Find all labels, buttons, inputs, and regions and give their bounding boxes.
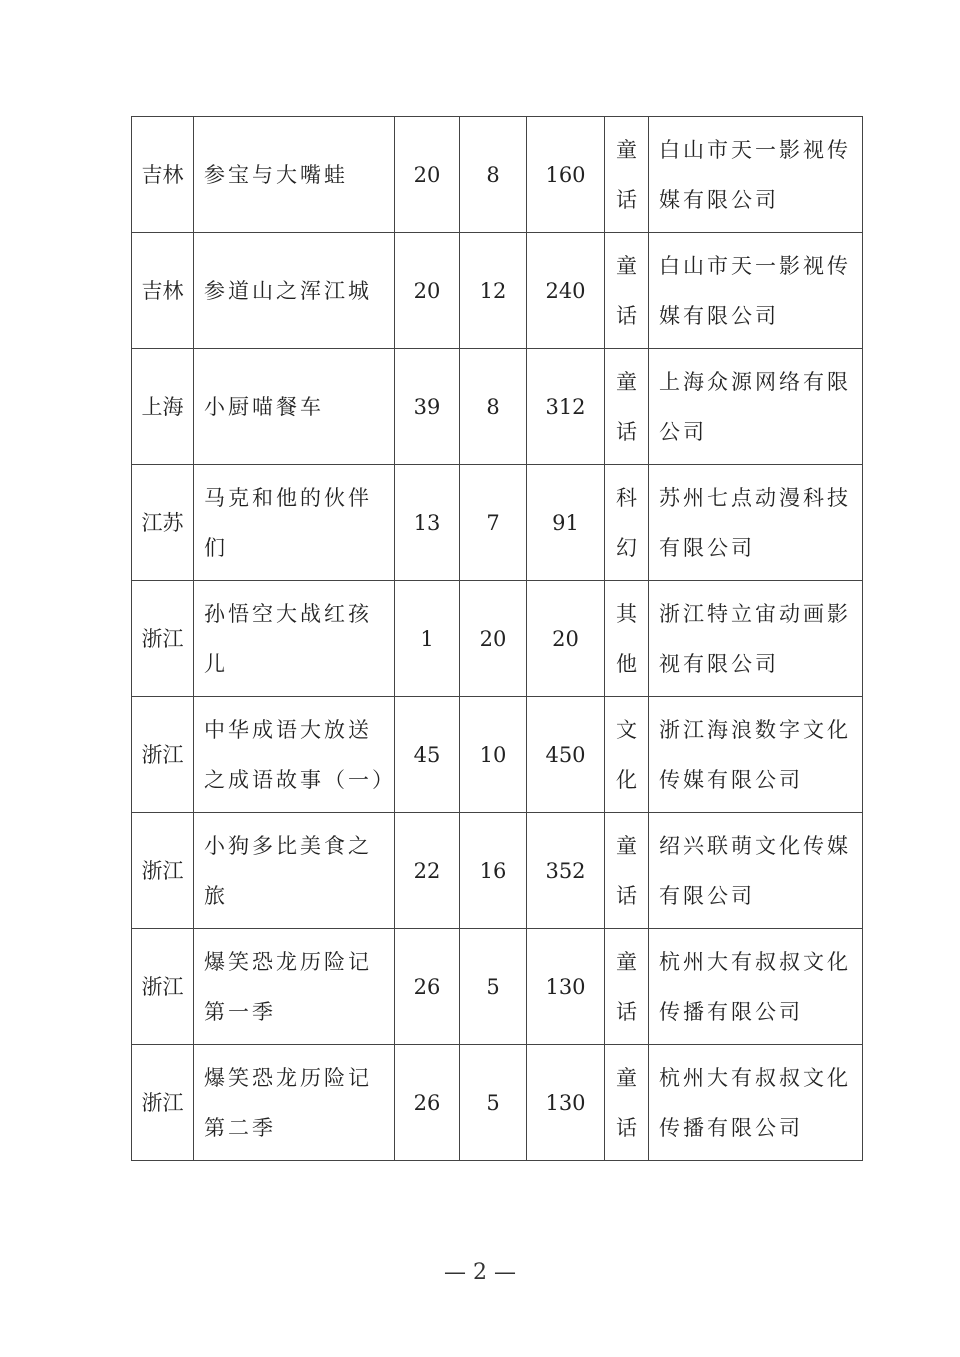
table-row bbox=[132, 117, 863, 233]
episodes-cell: 13 bbox=[395, 465, 460, 581]
genre-cell bbox=[605, 465, 649, 581]
total-cell: 160 bbox=[527, 117, 605, 233]
total-cell: 240 bbox=[527, 233, 605, 349]
genre-cell bbox=[605, 581, 649, 697]
genre-label: 童话 bbox=[616, 949, 637, 1024]
table-row bbox=[132, 349, 863, 465]
genre-cell bbox=[605, 813, 649, 929]
company-cell: 白山市天一影视传媒有限公司 bbox=[649, 117, 863, 233]
minutes-cell: 12 bbox=[460, 233, 527, 349]
total-cell: 20 bbox=[527, 581, 605, 697]
total-cell: 91 bbox=[527, 465, 605, 581]
region-cell: 浙江 bbox=[132, 813, 194, 929]
title-cell: 孙悟空大战红孩儿 bbox=[194, 581, 395, 697]
region-cell: 吉林 bbox=[132, 117, 194, 233]
page-number: — 2 — bbox=[444, 1260, 516, 1285]
minutes-cell: 10 bbox=[460, 697, 527, 813]
total-cell: 130 bbox=[527, 1045, 605, 1161]
table-body bbox=[132, 117, 863, 1161]
table-row bbox=[132, 1045, 863, 1161]
genre-cell bbox=[605, 697, 649, 813]
table-row bbox=[132, 581, 863, 697]
region-cell: 吉林 bbox=[132, 233, 194, 349]
minutes-cell: 8 bbox=[460, 349, 527, 465]
minutes-cell: 20 bbox=[460, 581, 527, 697]
minutes-cell: 8 bbox=[460, 117, 527, 233]
episodes-cell: 1 bbox=[395, 581, 460, 697]
genre-cell bbox=[605, 233, 649, 349]
episodes-cell: 45 bbox=[395, 697, 460, 813]
genre-label: 童话 bbox=[616, 1065, 637, 1140]
total-cell: 450 bbox=[527, 697, 605, 813]
title-cell: 参宝与大嘴蛙 bbox=[194, 117, 395, 233]
company-cell: 杭州大有叔叔文化传播有限公司 bbox=[649, 1045, 863, 1161]
company-cell: 苏州七点动漫科技有限公司 bbox=[649, 465, 863, 581]
table-row bbox=[132, 929, 863, 1045]
genre-cell bbox=[605, 117, 649, 233]
total-cell: 312 bbox=[527, 349, 605, 465]
company-cell: 上海众源网络有限公司 bbox=[649, 349, 863, 465]
total-cell: 352 bbox=[527, 813, 605, 929]
genre-label: 其他 bbox=[616, 601, 637, 676]
region-cell: 浙江 bbox=[132, 697, 194, 813]
genre-label: 童话 bbox=[616, 253, 637, 328]
company-cell: 白山市天一影视传媒有限公司 bbox=[649, 233, 863, 349]
company-cell: 绍兴联萌文化传媒有限公司 bbox=[649, 813, 863, 929]
minutes-cell: 16 bbox=[460, 813, 527, 929]
minutes-cell: 5 bbox=[460, 1045, 527, 1161]
episodes-cell: 26 bbox=[395, 929, 460, 1045]
company-cell: 杭州大有叔叔文化传播有限公司 bbox=[649, 929, 863, 1045]
title-cell: 参道山之浑江城 bbox=[194, 233, 395, 349]
minutes-cell: 7 bbox=[460, 465, 527, 581]
region-cell: 浙江 bbox=[132, 581, 194, 697]
title-cell: 爆笑恐龙历险记第一季 bbox=[194, 929, 395, 1045]
records-table bbox=[131, 116, 863, 1161]
region-cell: 浙江 bbox=[132, 1045, 194, 1161]
episodes-cell: 22 bbox=[395, 813, 460, 929]
title-cell: 小狗多比美食之旅 bbox=[194, 813, 395, 929]
genre-label: 文化 bbox=[616, 717, 637, 792]
table-row bbox=[132, 697, 863, 813]
episodes-cell: 20 bbox=[395, 117, 460, 233]
genre-cell bbox=[605, 1045, 649, 1161]
genre-cell bbox=[605, 929, 649, 1045]
region-cell: 浙江 bbox=[132, 929, 194, 1045]
title-cell: 小厨喵餐车 bbox=[194, 349, 395, 465]
episodes-cell: 20 bbox=[395, 233, 460, 349]
episodes-cell: 26 bbox=[395, 1045, 460, 1161]
title-cell: 爆笑恐龙历险记第二季 bbox=[194, 1045, 395, 1161]
total-cell: 130 bbox=[527, 929, 605, 1045]
company-cell: 浙江海浪数字文化传媒有限公司 bbox=[649, 697, 863, 813]
title-cell: 马克和他的伙伴们 bbox=[194, 465, 395, 581]
table-row bbox=[132, 813, 863, 929]
region-cell: 江苏 bbox=[132, 465, 194, 581]
genre-label: 科幻 bbox=[616, 485, 637, 560]
region-cell: 上海 bbox=[132, 349, 194, 465]
company-cell: 浙江特立宙动画影视有限公司 bbox=[649, 581, 863, 697]
genre-cell bbox=[605, 349, 649, 465]
table-row bbox=[132, 465, 863, 581]
episodes-cell: 39 bbox=[395, 349, 460, 465]
minutes-cell: 5 bbox=[460, 929, 527, 1045]
genre-label: 童话 bbox=[616, 833, 637, 908]
genre-label: 童话 bbox=[616, 137, 637, 212]
genre-label: 童话 bbox=[616, 369, 637, 444]
title-cell: 中华成语大放送之成语故事（一） bbox=[194, 697, 395, 813]
table-row bbox=[132, 233, 863, 349]
